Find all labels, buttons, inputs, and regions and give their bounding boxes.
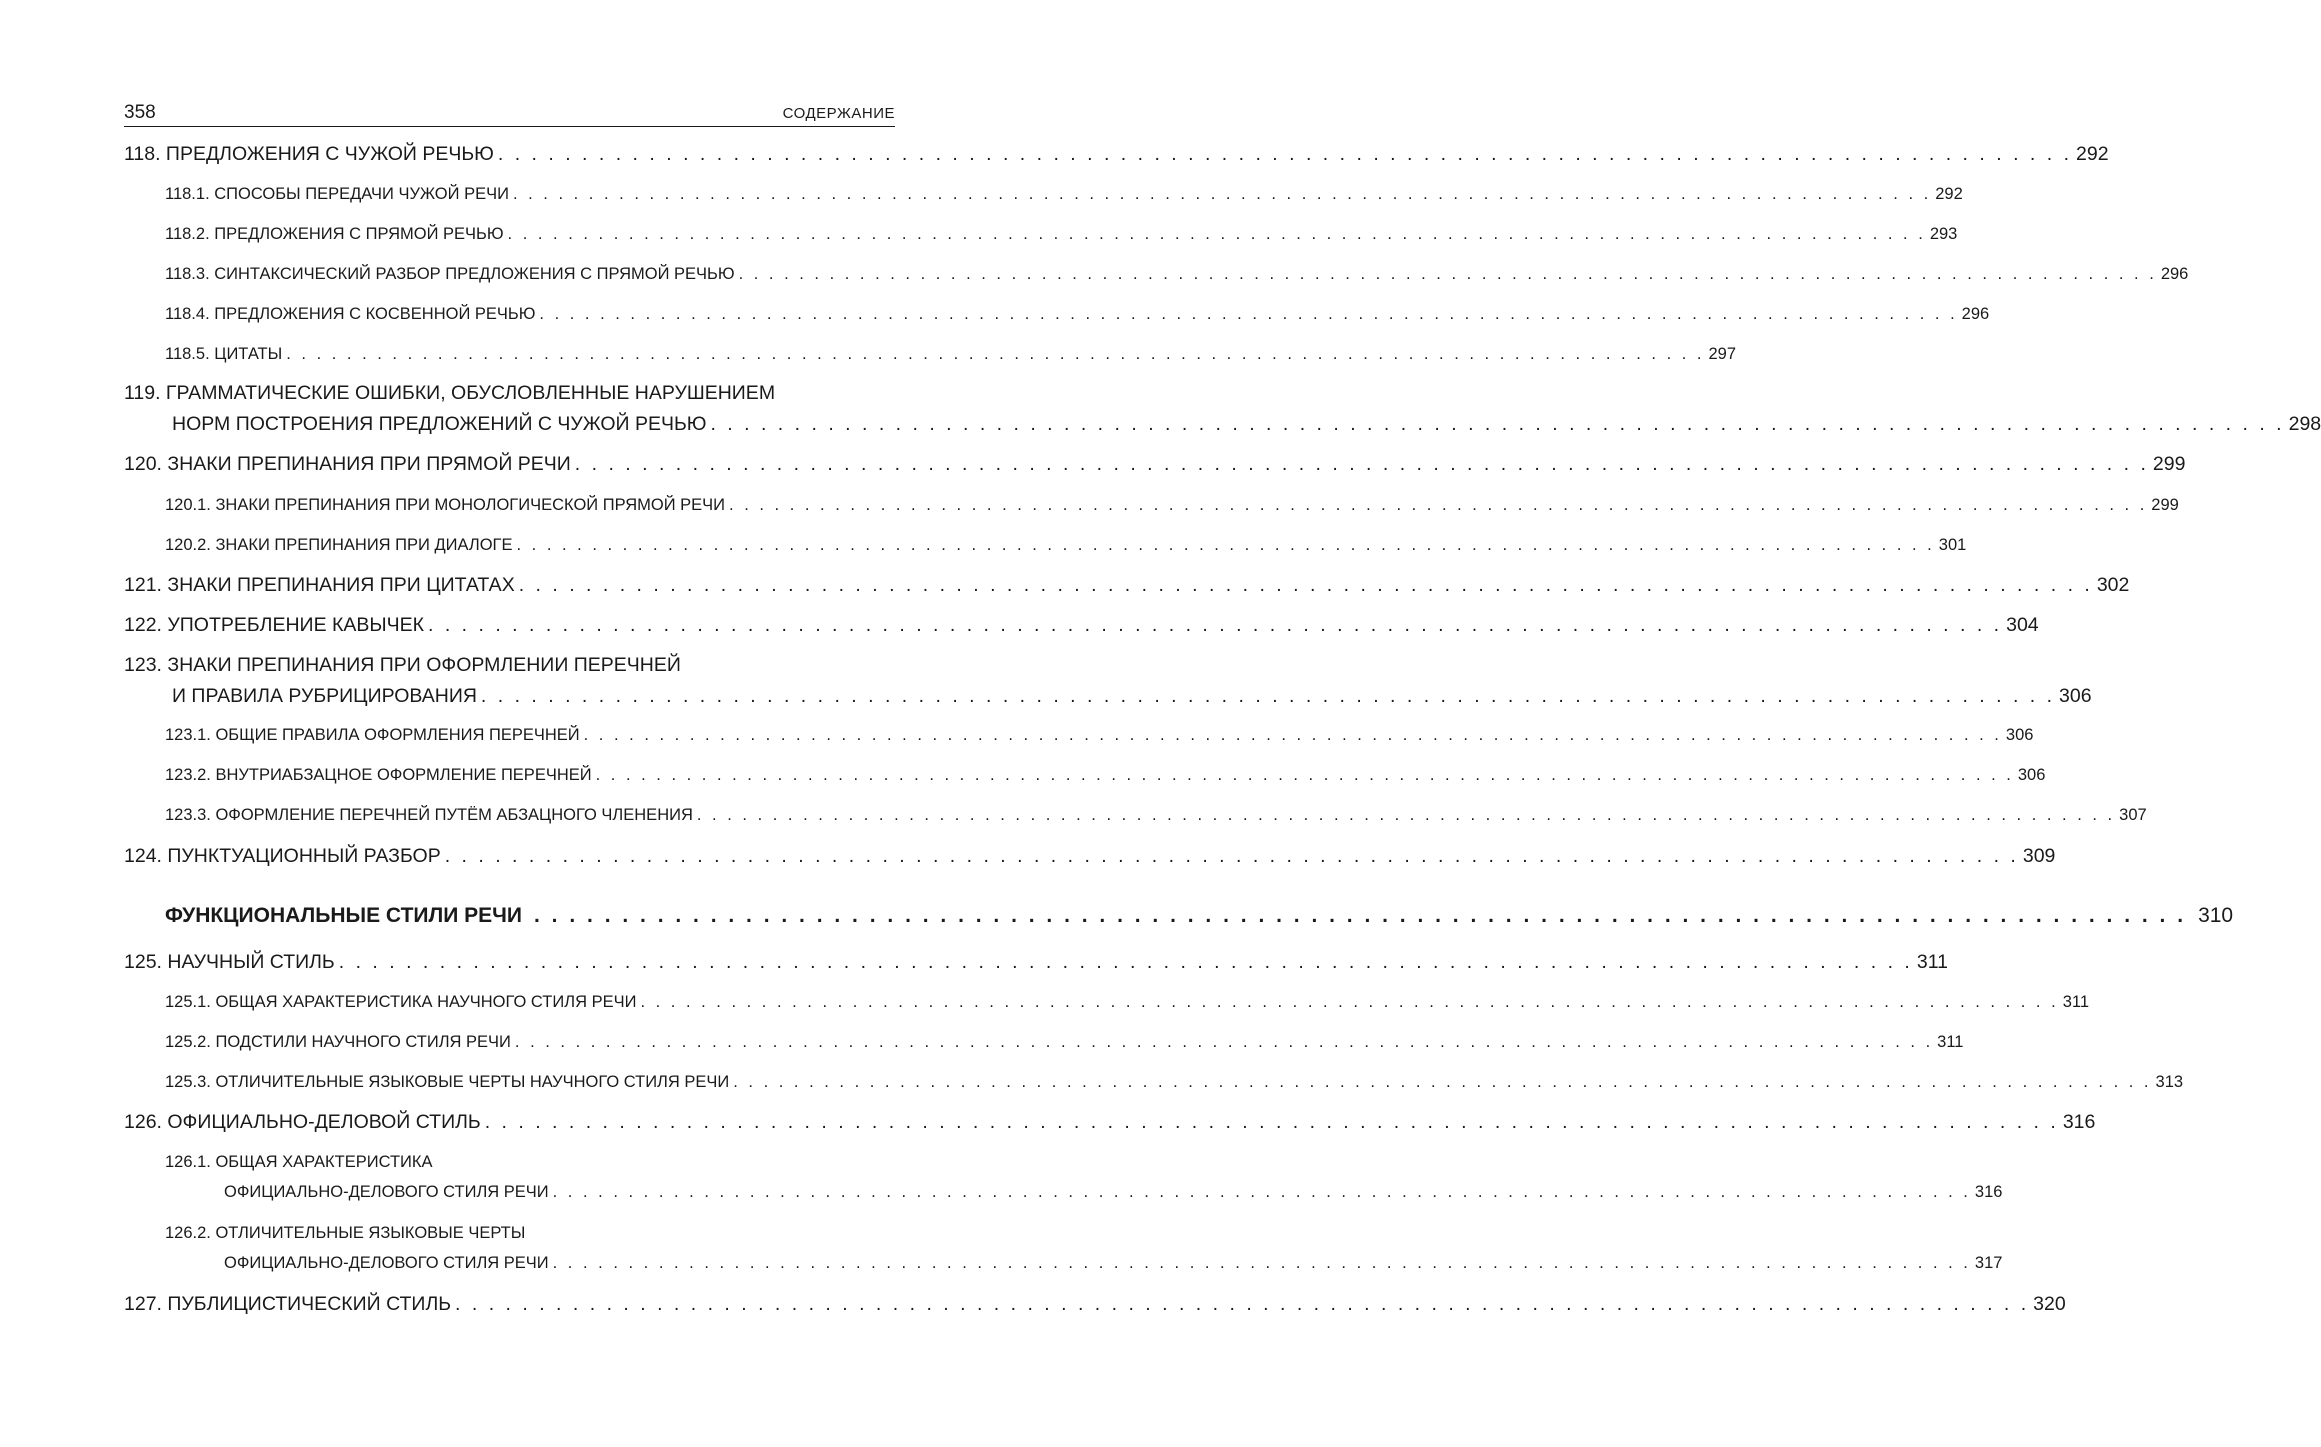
toc-entry-125-2[interactable] [124,1033,1964,1052]
leader-dots: . . . . . . . . . . . . . . . . . . . . . . . . . . . . . . . . . . . . . . . . . . . . . . . . . . . . . . . . . . . . . . . . . . . . . . . . . . . . . . . . . . . . . . . . . . . . . . [516,536,1935,554]
toc-entry-label: 125.3. ОТЛИЧИТЕЛЬНЫЕ ЯЗЫКОВЫЕ ЧЕРТЫ НАУЧНОГО СТИЛЯ РЕЧИ [165,1073,730,1091]
toc-entry-label-line2: ОФИЦИАЛЬНО-ДЕЛОВОГО СТИЛЯ РЕЧИ [224,1254,549,1272]
toc-entry-label: 125.2. ПОДСТИЛИ НАУЧНОГО СТИЛЯ РЕЧИ [165,1033,511,1051]
leader-dots: . . . . . . . . . . . . . . . . . . . . . . . . . . . . . . . . . . . . . . . . . . . . . . . . . . . . . . . . . . . . . . . . . . . . . . . . . . . . . . . . . . . . . . . . . . . . . . [733,1073,2152,1091]
toc-entry-label: 126. ОФИЦИАЛЬНО-ДЕЛОВОЙ СТИЛЬ [124,1111,481,1133]
leader-dots: . . . . . . . . . . . . . . . . . . . . . . . . . . . . . . . . . . . . . . . . . . . . . . . . . . . . . . . . . . . . . . . . . . . . . . . . . . . . . . . . . . . . . . . . . . . . . . [497,143,2072,165]
toc-entry-120[interactable] [124,453,2186,476]
toc-entry-page: 293 [1929,225,1958,243]
toc-entry-label: 123.2. ВНУТРИАБЗАЦНОЕ ОФОРМЛЕНИЕ ПЕРЕЧНЕЙ [165,766,592,784]
leader-dots: . . . . . . . . . . . . . . . . . . . . . . . . . . . . . . . . . . . . . . . . . . . . . . . . . . . . . . . . . . . . . . . . . . . . . . . . . . . . . . . . . . . . . . . . . . . . . . [427,614,2003,636]
toc-section-label: ФУНКЦИОНАЛЬНЫЕ СТИЛИ РЕЧИ [165,904,523,927]
leader-dots: . . . . . . . . . . . . . . . . . . . . . . . . . . . . . . . . . . . . . . . . . . . . . . . . . . . . . . . . . . . . . . . . . . . . . . . . . . . . . . . . . . . . . . . . . . . . . . [539,305,1958,323]
toc-entry-label-line2: ОФИЦИАЛЬНО-ДЕЛОВОГО СТИЛЯ РЕЧИ [224,1183,549,1201]
toc-entry-label: 127. ПУБЛИЦИСТИЧЕСКИЙ СТИЛЬ [124,1293,452,1315]
leader-dots: . . . . . . . . . . . . . . . . . . . . . . . . . . . . . . . . . . . . . . . . . . . . . . . . . . . . . . . . . . . . . . . . . . . . . . . . . . . . . . . . . . . . . . . . . . . . . . [729,496,2148,514]
toc-entry-label: 121. ЗНАКИ ПРЕПИНАНИЯ ПРИ ЦИТАТАХ [124,574,515,596]
leader-dots: . . . . . . . . . . . . . . . . . . . . . . . . . . . . . . . . . . . . . . . . . . . . . . . . . . . . . . . . . . . . . . . . . . . . . . . . . . . . . . . . . . . . . . . . . . . . . . [640,993,2059,1011]
leader-dots: . . . . . . . . . . . . . . . . . . . . . . . . . . . . . . . . . . . . . . . . . . . . . . . . . . . . . . . . . . . . . . . . . . . . . . . . . . . . . . . . . . . . . . . . . . . . . . [583,726,2002,744]
page-number: 358 [124,102,156,123]
page-header [124,100,895,127]
toc-entry-118-2[interactable] [124,225,1958,244]
toc-entry-125-3[interactable] [124,1073,2184,1092]
toc-entry-label: 125.1. ОБЩАЯ ХАРАКТЕРИСТИКА НАУЧНОГО СТИЛЯ РЕЧИ [165,993,637,1011]
toc-entry-122[interactable] [124,614,2039,637]
toc-section-functional-styles[interactable] [124,904,2234,928]
toc-entry-page: 292 [1935,185,1963,203]
toc-entry-page: 302 [2096,574,2130,596]
toc-entry-page: 311 [1937,1033,1964,1051]
leader-dots: . . . . . . . . . . . . . . . . . . . . . . . . . . . . . . . . . . . . . . . . . . . . . . . . . . . . . . . . . . . . . . . . . . . . . . . . . . . . . . . . . . . . . . . . . . . . . . [534,904,2187,927]
toc-entry-page: 320 [2033,1293,2066,1315]
toc-entry-page: 311 [2062,993,2090,1011]
toc-entry-label: 118.4. ПРЕДЛОЖЕНИЯ С КОСВЕННОЙ РЕЧЬЮ [165,305,536,323]
leader-dots: . . . . . . . . . . . . . . . . . . . . . . . . . . . . . . . . . . . . . . . . . . . . . . . . . . . . . . . . . . . . . . . . . . . . . . . . . . . . . . . . . . . . . . . . . . . . . . [444,845,2019,867]
toc-entry-page: 309 [2022,845,2056,867]
leader-dots: . . . . . . . . . . . . . . . . . . . . . . . . . . . . . . . . . . . . . . . . . . . . . . . . . . . . . . . . . . . . . . . . . . . . . . . . . . . . . . . . . . . . . . . . . . . . . . [455,1293,2030,1315]
toc-entry-label: 120.1. ЗНАКИ ПРЕПИНАНИЯ ПРИ МОНОЛОГИЧЕСКОЙ ПРЯМОЙ РЕЧИ [165,496,726,514]
toc-entry-page: 306 [2005,726,2034,744]
toc-entry-label: 118.3. СИНТАКСИЧЕСКИЙ РАЗБОР ПРЕДЛОЖЕНИЯ С ПРЯМОЙ РЕЧЬЮ [165,265,735,283]
toc-entry-label-line1: 123. ЗНАКИ ПРЕПИНАНИЯ ПРИ ОФОРМЛЕНИИ ПЕРЕЧНЕЙ [124,654,681,676]
toc-entry-125[interactable] [124,951,1948,974]
leader-dots: . . . . . . . . . . . . . . . . . . . . . . . . . . . . . . . . . . . . . . . . . . . . . . . . . . . . . . . . . . . . . . . . . . . . . . . . . . . . . . . . . . . . . . . . . . . . . . [484,1111,2059,1133]
toc-entry-123-1[interactable] [124,726,2034,745]
toc-entry-label: 125. НАУЧНЫЙ СТИЛЬ [124,951,335,973]
toc-entry-page: 299 [2151,496,2179,514]
leader-dots: . . . . . . . . . . . . . . . . . . . . . . . . . . . . . . . . . . . . . . . . . . . . . . . . . . . . . . . . . . . . . . . . . . . . . . . . . . . . . . . . . . . . . . . . . . . . . . [738,265,2157,283]
toc-entry-page: 306 [2017,766,2046,784]
toc-entry-label: 124. ПУНКТУАЦИОННЫЙ РАЗБОР [124,845,441,867]
leader-dots: . . . . . . . . . . . . . . . . . . . . . . . . . . . . . . . . . . . . . . . . . . . . . . . . . . . . . . . . . . . . . . . . . . . . . . . . . . . . . . . . . . . . . . . . . . . . . . [514,1033,1934,1051]
toc-entry-126[interactable] [124,1111,2096,1134]
toc-entry-120-1[interactable] [124,496,2179,515]
toc-entry-123[interactable] [124,654,2092,708]
leader-dots: . . . . . . . . . . . . . . . . . . . . . . . . . . . . . . . . . . . . . . . . . . . . . . . . . . . . . . . . . . . . . . . . . . . . . . . . . . . . . . . . . . . . . . . . . . . . . . [507,225,1926,243]
toc-entry-118[interactable] [124,143,2109,166]
toc-entry-label-line1: 126.1. ОБЩАЯ ХАРАКТЕРИСТИКА [165,1153,433,1171]
toc-entry-label: 118.1. СПОСОБЫ ПЕРЕДАЧИ ЧУЖОЙ РЕЧИ [165,185,509,203]
toc-entry-page: 304 [2006,614,2039,636]
toc-entry-page: 311 [1916,951,1948,973]
toc-entry-page: 301 [1938,536,1967,554]
leader-dots: . . . . . . . . . . . . . . . . . . . . . . . . . . . . . . . . . . . . . . . . . . . . . . . . . . . . . . . . . . . . . . . . . . . . . . . . . . . . . . . . . . . . . . . . . . . . . . [338,951,1913,973]
toc-entry-123-2[interactable] [124,766,2046,785]
toc-entry-page: 292 [2076,143,2109,165]
toc-entry-page: 298 [2288,413,2321,435]
running-title: СОДЕРЖАНИЕ [782,105,895,122]
leader-dots: . . . . . . . . . . . . . . . . . . . . . . . . . . . . . . . . . . . . . . . . . . . . . . . . . . . . . . . . . . . . . . . . . . . . . . . . . . . . . . . . . . . . . . . . . . . . . . [710,413,2285,435]
toc-entry-page: 317 [1974,1254,2003,1272]
toc-entry-label: 118.5. ЦИТАТЫ [165,345,283,363]
leader-dots: . . . . . . . . . . . . . . . . . . . . . . . . . . . . . . . . . . . . . . . . . . . . . . . . . . . . . . . . . . . . . . . . . . . . . . . . . . . . . . . . . . . . . . . . . . . . . . [480,685,2056,707]
leader-dots: . . . . . . . . . . . . . . . . . . . . . . . . . . . . . . . . . . . . . . . . . . . . . . . . . . . . . . . . . . . . . . . . . . . . . . . . . . . . . . . . . . . . . . . . . . . . . . [286,345,1705,363]
toc-entry-118-3[interactable] [124,265,2189,284]
toc-entry-page: 299 [2152,453,2186,475]
toc-entry-label-line2: И ПРАВИЛА РУБРИЦИРОВАНИЯ [172,685,477,707]
leader-dots: . . . . . . . . . . . . . . . . . . . . . . . . . . . . . . . . . . . . . . . . . . . . . . . . . . . . . . . . . . . . . . . . . . . . . . . . . . . . . . . . . . . . . . . . . . . . . . [512,185,1932,203]
toc-entry-page: 310 [2198,904,2234,927]
toc-entry-page: 316 [2062,1111,2096,1133]
leader-dots: . . . . . . . . . . . . . . . . . . . . . . . . . . . . . . . . . . . . . . . . . . . . . . . . . . . . . . . . . . . . . . . . . . . . . . . . . . . . . . . . . . . . . . . . . . . . . . [595,766,2014,784]
leader-dots: . . . . . . . . . . . . . . . . . . . . . . . . . . . . . . . . . . . . . . . . . . . . . . . . . . . . . . . . . . . . . . . . . . . . . . . . . . . . . . . . . . . . . . . . . . . . . . [518,574,2093,596]
toc-entry-label: 118.2. ПРЕДЛОЖЕНИЯ С ПРЯМОЙ РЕЧЬЮ [165,225,504,243]
toc-entry-126-2[interactable] [124,1224,2003,1273]
toc-entry-118-4[interactable] [124,305,1990,324]
toc-entry-label: 123.1. ОБЩИЕ ПРАВИЛА ОФОРМЛЕНИЯ ПЕРЕЧНЕЙ [165,726,580,744]
toc-entry-page: 307 [2119,806,2147,824]
toc-entry-label: 118. ПРЕДЛОЖЕНИЯ С ЧУЖОЙ РЕЧЬЮ [124,143,494,165]
toc-entry-119[interactable] [124,382,2321,436]
toc-entry-126-1[interactable] [124,1153,2003,1202]
leader-dots: . . . . . . . . . . . . . . . . . . . . . . . . . . . . . . . . . . . . . . . . . . . . . . . . . . . . . . . . . . . . . . . . . . . . . . . . . . . . . . . . . . . . . . . . . . . . . . [696,806,2116,824]
toc-entry-page: 297 [1708,345,1737,363]
leader-dots: . . . . . . . . . . . . . . . . . . . . . . . . . . . . . . . . . . . . . . . . . . . . . . . . . . . . . . . . . . . . . . . . . . . . . . . . . . . . . . . . . . . . . . . . . . . . . . [574,453,2149,475]
leader-dots: . . . . . . . . . . . . . . . . . . . . . . . . . . . . . . . . . . . . . . . . . . . . . . . . . . . . . . . . . . . . . . . . . . . . . . . . . . . . . . . . . . . . . . . . . . . . . . [552,1183,1971,1201]
toc-entry-label-line2: НОРМ ПОСТРОЕНИЯ ПРЕДЛОЖЕНИЙ С ЧУЖОЙ РЕЧЬЮ [172,413,707,435]
toc-entry-label: 122. УПОТРЕБЛЕНИЕ КАВЫЧЕК [124,614,424,636]
toc-entry-page: 306 [2059,685,2092,707]
toc-entry-page: 296 [1961,305,1990,323]
toc-entry-label: 120.2. ЗНАКИ ПРЕПИНАНИЯ ПРИ ДИАЛОГЕ [165,536,513,554]
toc-entry-127[interactable] [124,1293,2066,1316]
toc-entry-label-line1: 119. ГРАММАТИЧЕСКИЕ ОШИБКИ, ОБУСЛОВЛЕННЫЕ НАРУШЕНИЕМ [124,382,776,404]
toc-entry-120-2[interactable] [124,536,1967,555]
leader-dots: . . . . . . . . . . . . . . . . . . . . . . . . . . . . . . . . . . . . . . . . . . . . . . . . . . . . . . . . . . . . . . . . . . . . . . . . . . . . . . . . . . . . . . . . . . . . . . [552,1254,1971,1272]
toc-entry-page: 313 [2155,1073,2184,1091]
toc-entry-124[interactable] [124,845,2056,868]
toc-entry-123-3[interactable] [124,806,2147,825]
toc-entry-118-5[interactable] [124,345,1737,364]
toc-entry-label-line1: 126.2. ОТЛИЧИТЕЛЬНЫЕ ЯЗЫКОВЫЕ ЧЕРТЫ [165,1224,526,1242]
toc-entry-label: 123.3. ОФОРМЛЕНИЕ ПЕРЕЧНЕЙ ПУТЁМ АБЗАЦНОГО ЧЛЕНЕНИЯ [165,806,693,824]
toc-entry-page: 316 [1974,1183,2003,1201]
toc-entry-page: 296 [2160,265,2189,283]
toc-entry-121[interactable] [124,574,2130,597]
toc-entry-label: 120. ЗНАКИ ПРЕПИНАНИЯ ПРИ ПРЯМОЙ РЕЧИ [124,453,571,475]
toc-entry-118-1[interactable] [124,185,1963,204]
toc-entry-125-1[interactable] [124,993,2090,1012]
